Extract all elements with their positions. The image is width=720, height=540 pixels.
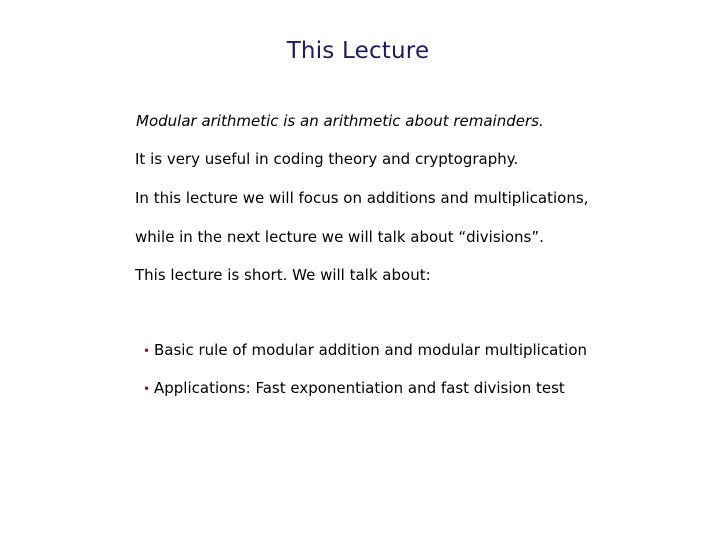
paragraph-usefulness: It is very useful in coding theory and cryptography. bbox=[135, 150, 519, 168]
bullet-text: Applications: Fast exponentiation and fast division test bbox=[154, 379, 565, 397]
paragraph-modular-arithmetic: Modular arithmetic is an arithmetic about remainders. bbox=[136, 112, 544, 130]
bullet-dot-icon: • bbox=[143, 344, 151, 358]
bullet-item-basic-rule bbox=[143, 341, 587, 379]
bullet-item-applications bbox=[143, 379, 587, 417]
paragraph-next-lecture: while in the next lecture we will talk about “divisions”. bbox=[135, 228, 544, 246]
paragraph-focus: In this lecture we will focus on additions and multiplications, bbox=[135, 189, 589, 207]
bullet-dot-icon: • bbox=[143, 382, 151, 396]
paragraph-short-lecture: This lecture is short. We will talk about: bbox=[135, 266, 431, 284]
topic-bullet-list bbox=[143, 341, 587, 417]
bullet-text: Basic rule of modular addition and modular multiplication bbox=[154, 341, 588, 359]
slide-title: This Lecture bbox=[286, 38, 430, 64]
